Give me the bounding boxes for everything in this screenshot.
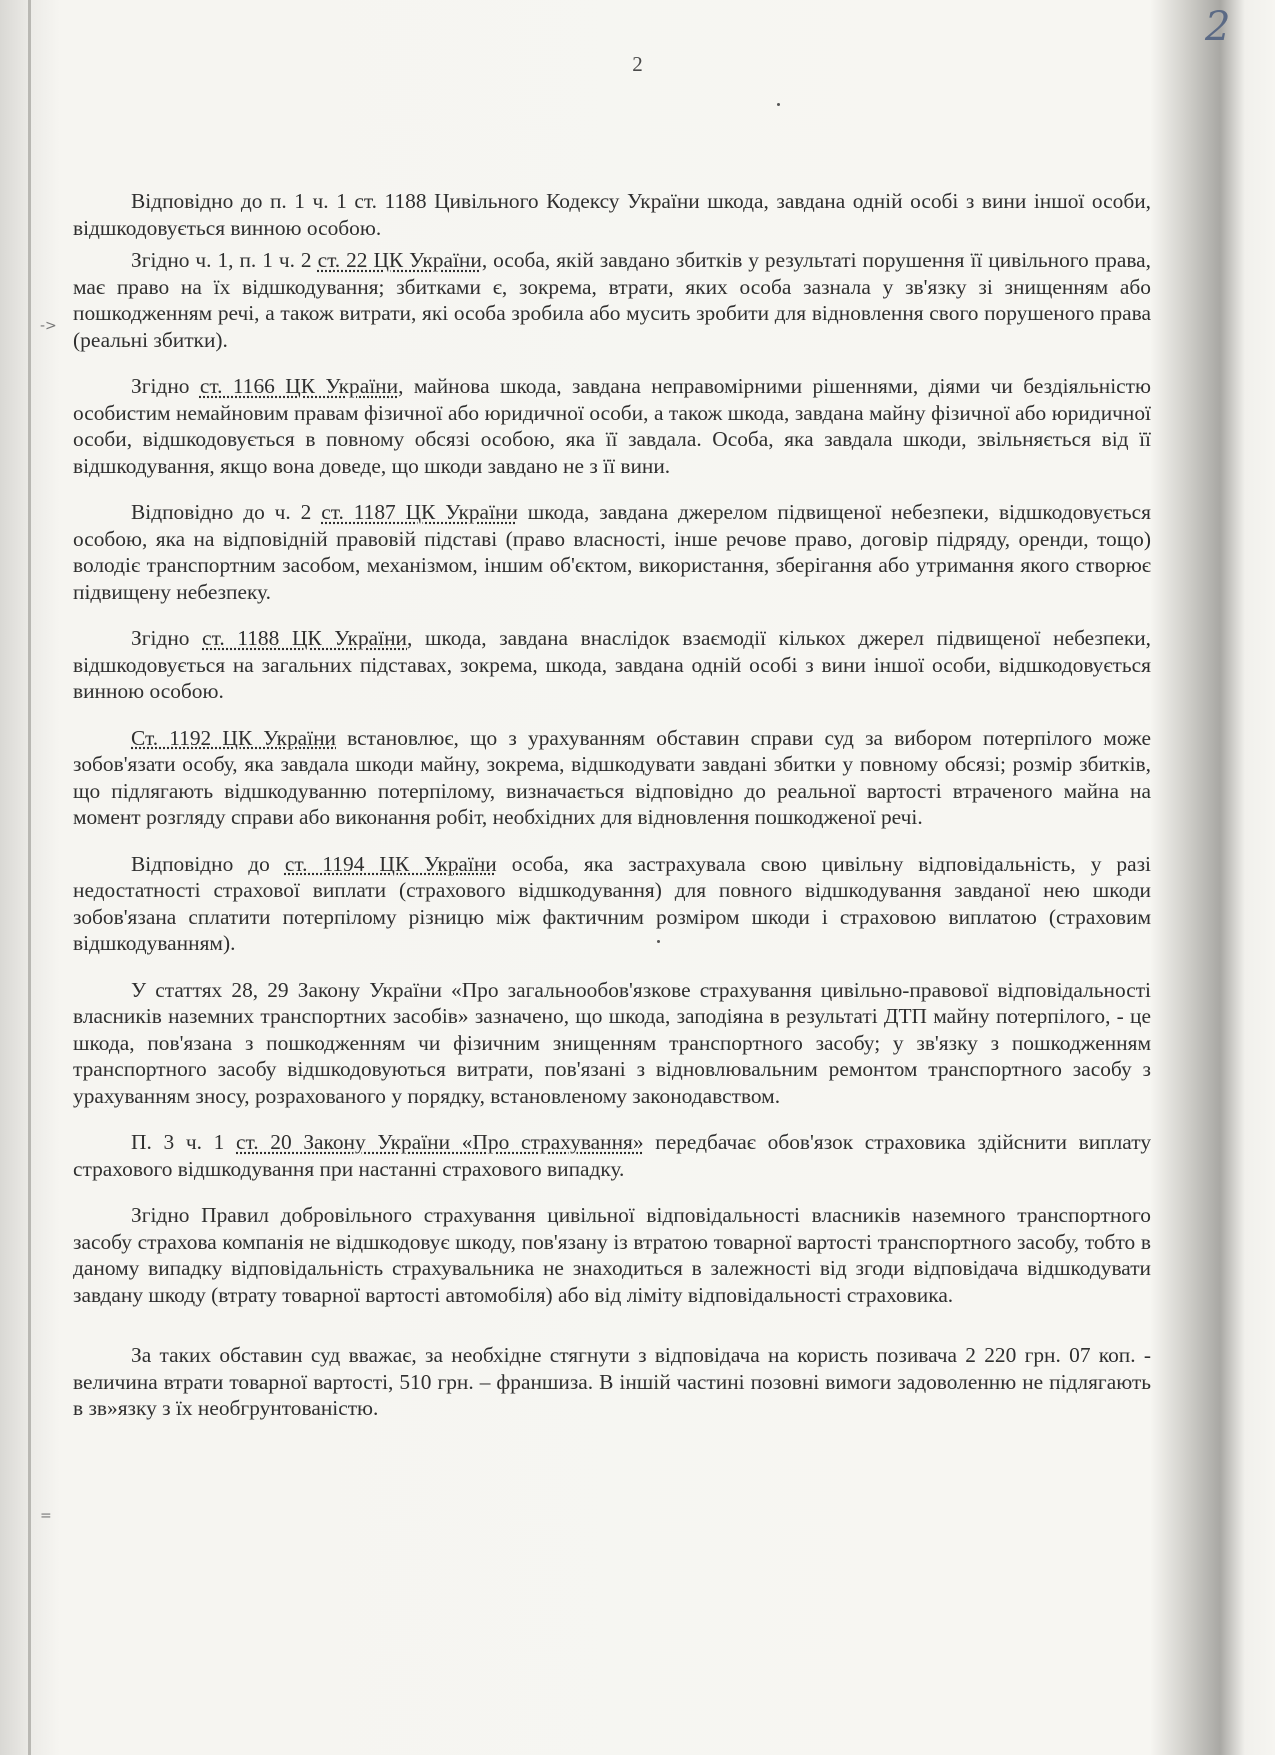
law-reference-link[interactable]: ст. 20 Закону України «Про страхування»	[236, 1130, 644, 1154]
paragraph-text: П. 3 ч. 1	[131, 1130, 237, 1154]
paragraph-text: Згідно	[131, 374, 200, 398]
paragraph-2	[73, 247, 1151, 353]
paragraph-text: У статтях 28, 29 Закону України «Про загальнообов'язкове страхування цивільно-правової відповідальності власників наземних транспортних засобів» зазначено, що шкода, заподіяна в результаті ДТП майну потерпілого, - це шкода, пов'язана з пошкодженням чи фізичним знищенням транспортного засобу; у зв'язку з пошкодженням транспортного засобу відшкодовуються витрати, пов'язані з відновлювальним ремонтом транспортного засобу з урахуванням зносу, розрахованого у порядку, встановленому законодавством.	[73, 977, 1151, 1108]
paragraph-text: особа, яка застрахувала свою цивільну відповідальність, у разі недостатності страхової виплати (страхового відшкодування) для повного відшкодування завданої нею шкоди зобов'язана сплатити потерпілому різницю між фактичним розміром шкоди і страховою виплатою (страховим відшкодуванням).	[73, 851, 1151, 955]
scan-speck	[777, 103, 780, 106]
paragraph-text: Згідно	[131, 626, 203, 650]
handwritten-page-mark: 2	[1205, 4, 1231, 50]
paragraph-text: , майнова шкода, завдана неправомірними рішеннями, діями чи бездіяльністю особистим немайновим правам фізичної або юридичної особи, а також шкода, завдана майну фізичної або юридичної особи, відшкодовується в повному обсязі особою, яка її завдала. Особа, яка завдала шкоди, звільняється від її відшкодування, якщо вона доведе, що шкоди завдано не з її вини.	[73, 374, 1152, 478]
binding-mark: =	[40, 1508, 52, 1524]
paragraph-10	[73, 1202, 1151, 1308]
paragraph-3	[73, 373, 1151, 479]
binding-edge	[28, 0, 31, 1755]
page-number: 2	[632, 52, 643, 76]
law-reference-link[interactable]: ст. 1187 ЦК України	[321, 500, 518, 524]
paragraph-1	[73, 188, 1151, 241]
paragraph-text: За таких обставин суд вважає, за необхідне стягнути з відповідача на користь позивача 2 220 грн. 07 коп. - величина втрати товарної вартості, 510 грн. – франшиза. В іншій частині позовні вимоги задоволенню не підлягають в зв»язку з їх необгрунтованістю.	[73, 1343, 1151, 1420]
paragraph-text: Відповідно до ч. 2	[131, 500, 322, 524]
binding-mark: ->	[40, 318, 57, 334]
paragraph-text: , шкода, завдана внаслідок взаємодії кількох джерел підвищеної небезпеки, відшкодовується на загальних підставах, зокрема, шкода, завдана одній особі з вини іншої особи, відшкодовується винною особою.	[73, 626, 1152, 703]
law-reference-link[interactable]: ст. 1188 ЦК України	[202, 626, 407, 650]
law-reference-link[interactable]: ст. 22 ЦК України	[317, 248, 482, 272]
paragraph-8	[73, 977, 1151, 1110]
paragraph-9	[73, 1129, 1151, 1182]
paragraph-7	[73, 851, 1151, 957]
paragraph-4	[73, 499, 1151, 605]
paragraph-text: Відповідно до	[131, 851, 285, 876]
paragraph-5	[73, 625, 1151, 705]
paragraph-text: Згідно ч. 1, п. 1 ч. 2	[131, 248, 318, 272]
paragraph-text: , особа, якій завдано збитків у результаті порушення її цивільного права, має право на їх відшкодування; збитками є, зокрема, втрати, яких особа зазнала у зв'язку зі знищенням або пошкодженням речі, а також витрати, які особа зробила або мусить зробити для відновлення свого порушеного права (реальні збитки).	[73, 248, 1151, 352]
law-reference-link[interactable]: ст. 1166 ЦК України	[199, 374, 399, 398]
paragraph-text: шкода, завдана джерелом підвищеної небезпеки, відшкодовується особою, яка на відповідній правовій підставі (право власності, інше речове право, договір підряду, оренди, тощо) володіє транспортним засобом, механізмом, іншим об'єктом, використання, зберігання або утримання якого створює підвищену небезпеку.	[73, 500, 1151, 604]
document-body	[73, 188, 1151, 1422]
paragraph-text: передбачає обов'язок страховика здійснити виплату страхового відшкодування при настанні страхового випадку.	[73, 1130, 1152, 1181]
paragraph-6	[73, 725, 1151, 831]
law-reference-link[interactable]: ст. 1194 ЦК України	[284, 851, 497, 876]
paragraph-text: Згідно Правил добровільного страхування цивільної відповідальності власників наземного транспортного засобу страхова компанія не відшкодовує шкоду, пов'язану із втратою товарної вартості транспортного засобу, тобто в даному випадку відповідальність страхувальника не знаходиться в залежності від згоди відповідача відшкодувати завдану шкоду (втрату товарної вартості автомобіля) або від ліміту відповідальності страховика.	[73, 1203, 1151, 1307]
paragraph-text: встановлює, що з урахуванням обставин справи суд за вибором потерпілого може зобов'язати особу, яка завдала шкоди майну, зокрема, відшкодувати завдані збитки у повному обсязі; розмір збитків, що підлягають відшкодуванню потерпілому, визначається відповідно до реальної вартості втраченого майна на момент розгляду справи або виконання робіт, необхідних для відновлення пошкодженої речі.	[73, 725, 1151, 829]
law-reference-link[interactable]: Ст. 1192 ЦК України	[131, 725, 336, 750]
paragraph-11	[73, 1342, 1151, 1422]
paragraph-text: Відповідно до п. 1 ч. 1 ст. 1188 Цивільного Кодексу України шкода, завдана одній особі з вини іншої особи, відшкодовується винною особою.	[73, 189, 1151, 240]
